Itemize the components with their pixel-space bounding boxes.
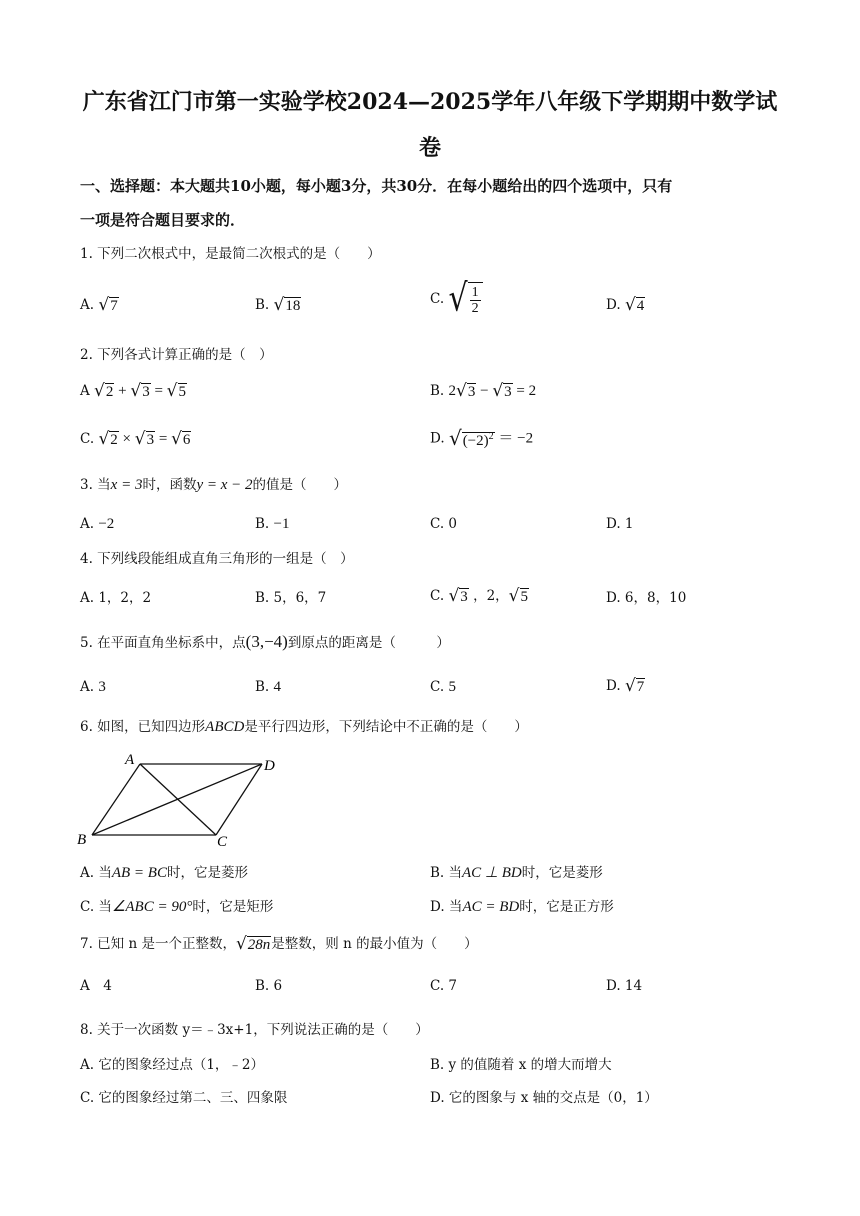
q1-option-c: C. √ $\frac{1}{2}$ — [430, 282, 483, 316]
section-heading-line2: 一项是符合题目要求的． — [80, 211, 246, 229]
q7-option-b: B. 6 — [255, 978, 283, 994]
vertex-label-c: C — [217, 834, 228, 850]
q2-option-a: A √2 + √3 = √5 — [80, 381, 187, 401]
q5-option-b: B. 4 — [255, 679, 282, 695]
q2-option-d: D. $√(-2)^2 = -2$ — [430, 426, 534, 450]
section-heading-line1: 一、选择题：本大题共10小题，每小题3分，共30分．在每小题给出的四个选项中，只有 — [80, 177, 673, 195]
question-3-stem: 3. 当x = 3时，函数y = x − 2的值是（ ） — [80, 477, 348, 493]
side-cd — [216, 764, 262, 835]
q7-option-c: C. 7 — [430, 978, 458, 994]
q7-option-d: D. 14 — [606, 978, 643, 994]
q4-option-a: A. 1，2，2 — [80, 590, 152, 606]
q3-option-d: D. 1 — [606, 516, 634, 532]
q2-option-b: B. 2√3 − √3 = 2 — [430, 381, 537, 401]
q6-option-b: B. 当AC ⊥ BD时，它是菱形 — [430, 865, 603, 881]
q5-option-a: A. 3 — [80, 679, 106, 695]
q2-option-c: C. √2 × √3 = √6 — [80, 429, 191, 449]
q1-option-d: D. √4 — [606, 295, 645, 315]
diagonal-bd — [92, 764, 262, 835]
vertex-label-d: D — [264, 758, 275, 774]
exam-title-line2: 卷 — [418, 135, 441, 161]
question-7-stem: 7. 已知 n 是一个正整数，√28n是整数，则 n 的最小值为（ ） — [80, 934, 478, 954]
question-2-stem: 2. 下列各式计算正确的是（ ） — [80, 347, 273, 363]
q8-option-a: A. 它的图象经过点（1，﹣2） — [80, 1057, 265, 1073]
q6-option-d: D. 当AC = BD时，它是正方形 — [430, 899, 614, 915]
q1-option-a: A. √7 — [80, 295, 118, 315]
parallelogram-figure — [74, 748, 284, 852]
q4-option-b: B. 5，6，7 — [255, 590, 327, 606]
question-5-stem: 5. 在平面直角坐标系中，点(3,−4)到原点的距离是（ ） — [80, 632, 450, 651]
q8-option-d: D. 它的图象与 x 轴的交点是（0，1） — [430, 1090, 658, 1106]
q8-option-b: B. y 的值随着 x 的增大而增大 — [430, 1057, 612, 1073]
q4-option-d: D. 6，8，10 — [606, 590, 687, 606]
question-6-stem: 6. 如图，已知四边形ABCD是平行四边形，下列结论中不正确的是（ ） — [80, 719, 528, 735]
q3-option-a: A. −2 — [80, 516, 115, 532]
q1-option-b: B. √18 — [255, 295, 301, 315]
q6-option-a: A. 当AB = BC时，它是菱形 — [80, 865, 248, 881]
q6-option-c: C. 当∠ABC = 90°时，它是矩形 — [80, 899, 274, 915]
vertex-label-b: B — [77, 832, 87, 848]
vertex-label-a: A — [125, 752, 135, 768]
question-8-stem: 8. 关于一次函数 y＝﹣3x+1，下列说法正确的是（ ） — [80, 1022, 429, 1038]
q5-option-c: C. 5 — [430, 679, 456, 695]
q4-option-c: C. √3 ，2，√5 — [430, 586, 529, 606]
exam-title-line1: 广东省江门市第一实验学校2024—2025学年八年级下学期期中数学试 — [82, 89, 778, 115]
q7-option-a: A 4 — [80, 978, 112, 994]
q5-option-d: D. √7 — [606, 676, 645, 696]
q3-option-c: C. 0 — [430, 516, 458, 532]
question-4-stem: 4. 下列线段能组成直角三角形的一组是（ ） — [80, 551, 354, 567]
question-1-stem: 1. 下列二次根式中，是最简二次根式的是（ ） — [80, 246, 381, 262]
q3-option-b: B. −1 — [255, 516, 290, 532]
q8-option-c: C. 它的图象经过第二、三、四象限 — [80, 1090, 288, 1106]
